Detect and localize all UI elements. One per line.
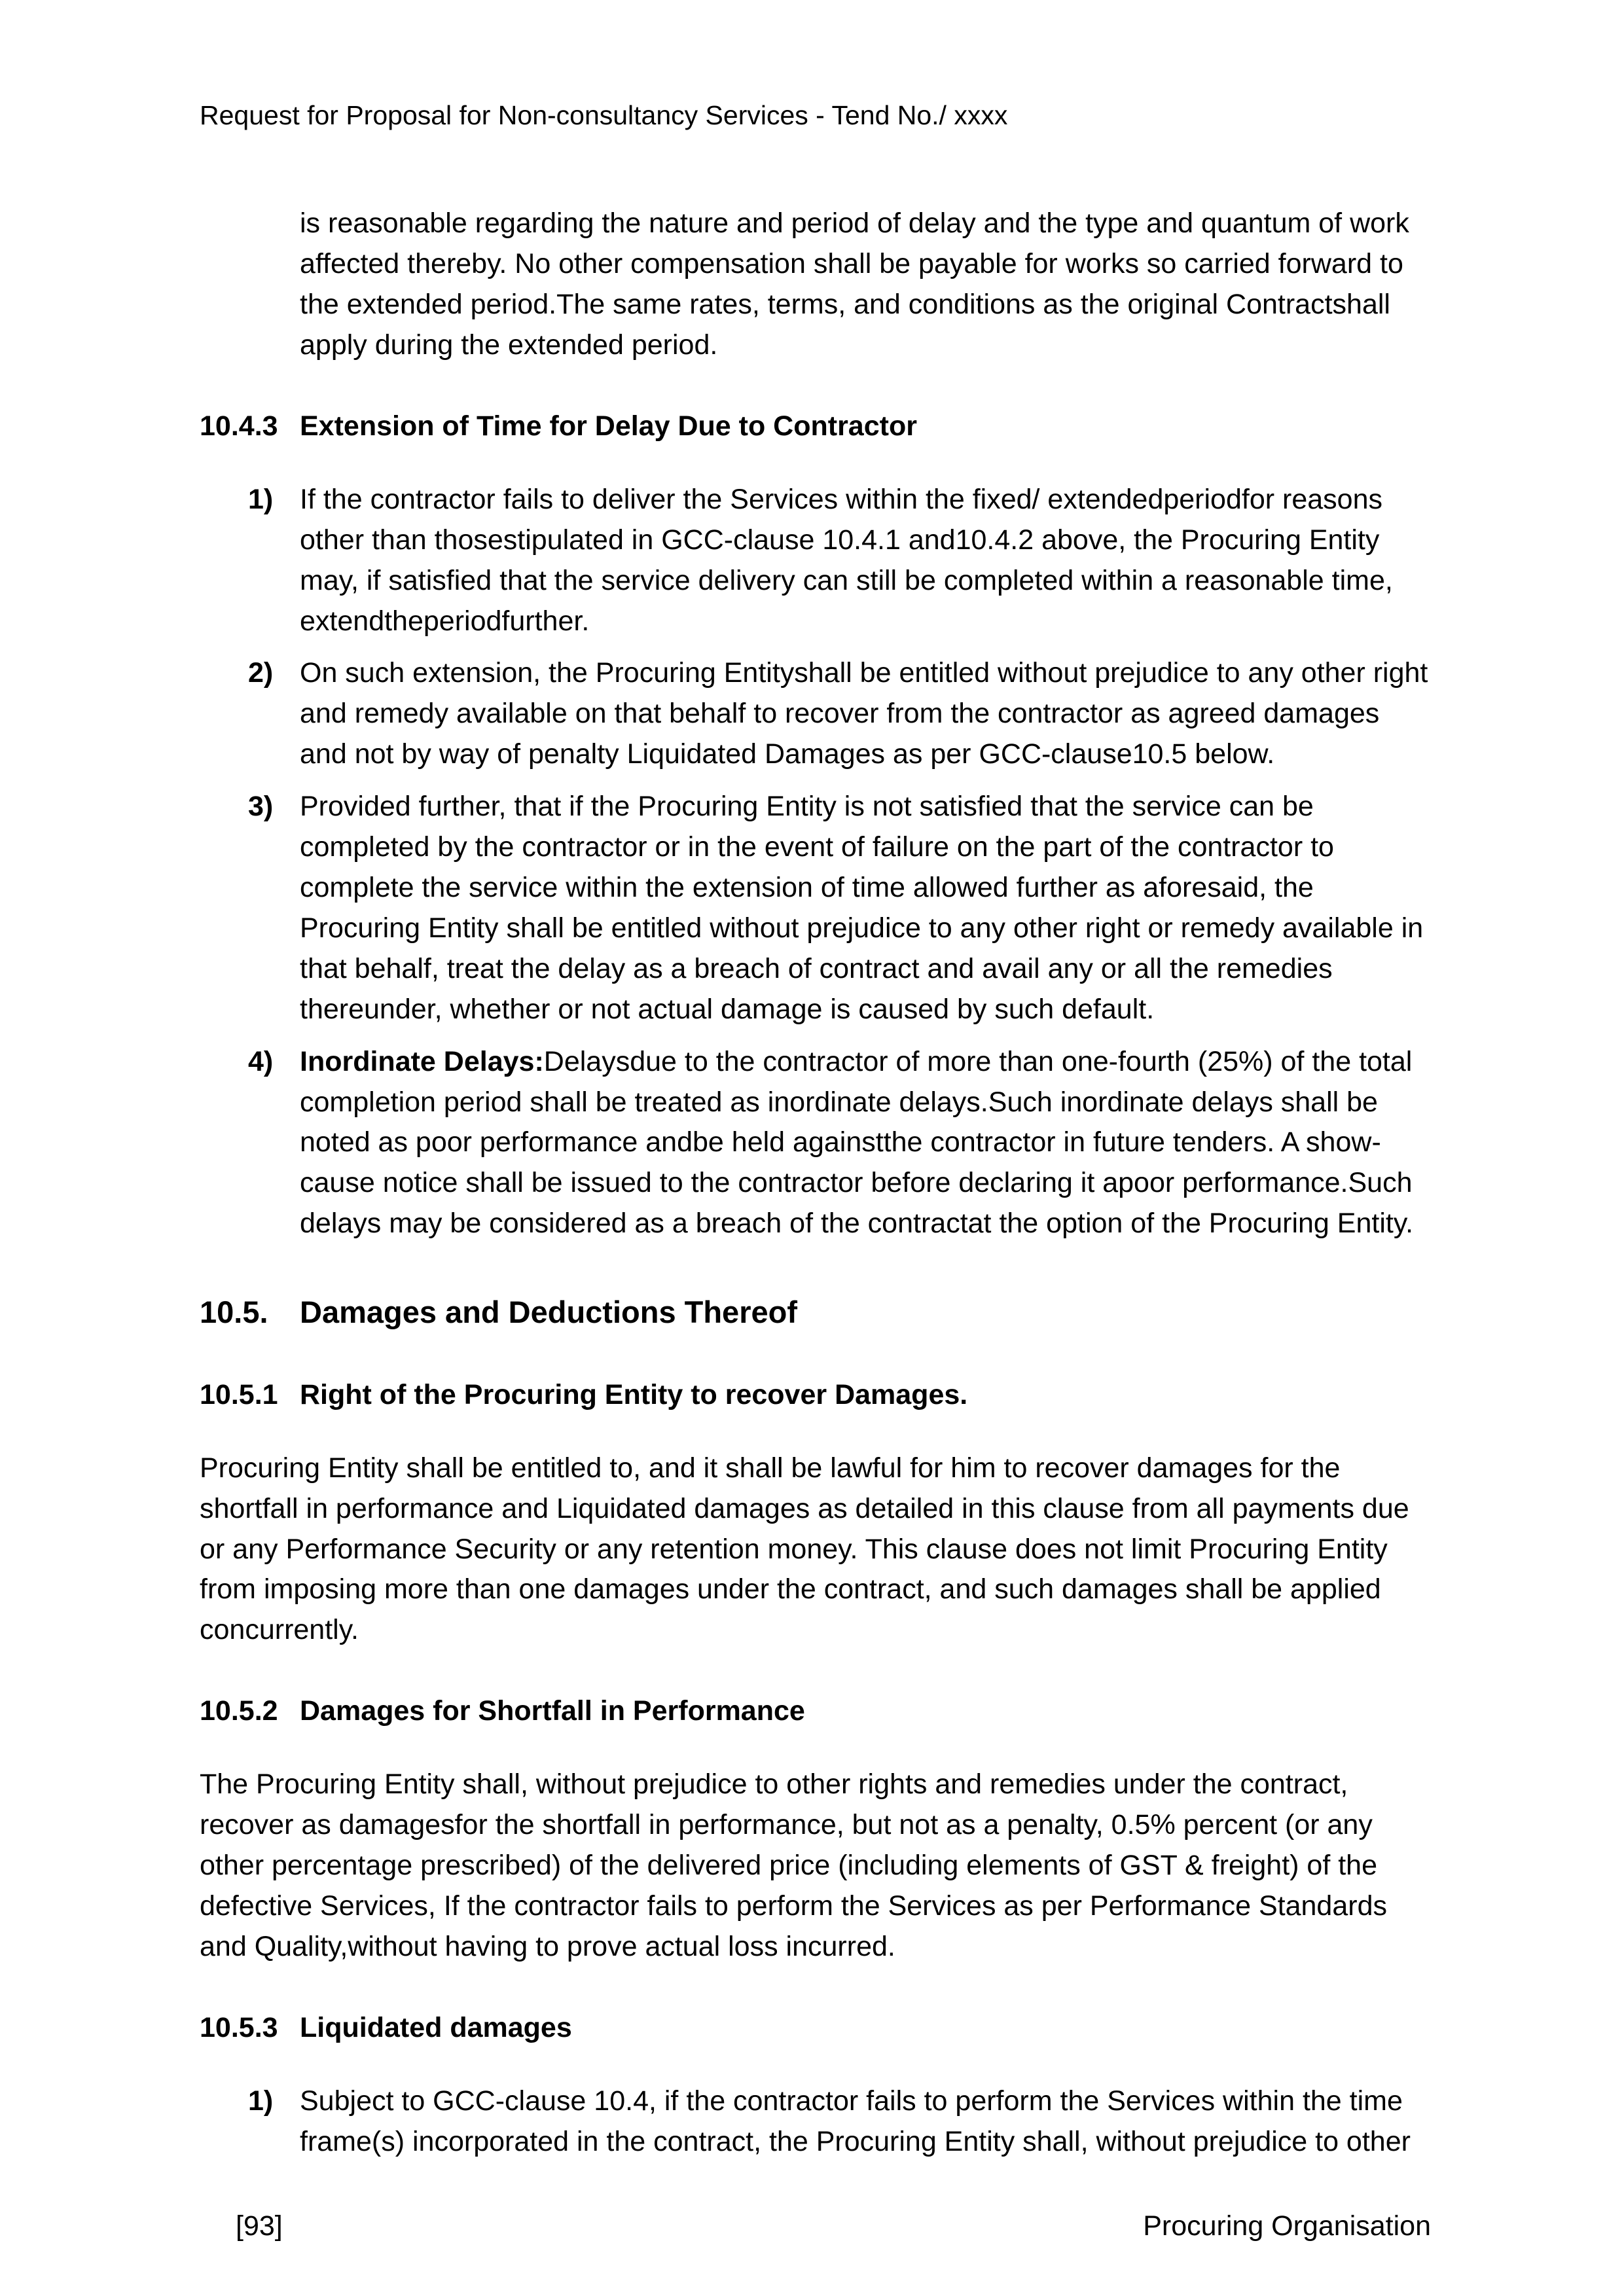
heading-number: 10.5. bbox=[200, 1295, 268, 1330]
list-item-text: Subject to GCC-clause 10.4, if the contractor fails to perform the Services within the time frame(s) incorporated in the contract, the Procuring Entity shall, without prejudice to other bbox=[300, 2085, 1411, 2157]
list-item-text: If the contractor fails to deliver the Services within the fixed/ extendedperiodfor reasons other than thosestipulated in GCC-clause 10.4.1 and10.4.2 above, the Procuring Entity may, if satisfied that the service delivery can still be completed within a reasonable time, extendtheperiodfurther. bbox=[300, 483, 1393, 637]
page-footer bbox=[200, 2210, 1431, 2242]
list-item-number: 2) bbox=[248, 657, 274, 689]
list-item bbox=[248, 653, 1431, 775]
list-item-number: 1) bbox=[248, 2085, 274, 2117]
header-title: Request for Proposal for Non-consultancy Services - Tend No./ xxxx bbox=[200, 100, 1008, 130]
inordinate-delays-label: Inordinate Delays: bbox=[300, 1045, 544, 1077]
numbered-list-10-5-3 bbox=[248, 2081, 1431, 2162]
list-item bbox=[248, 480, 1431, 642]
page-header bbox=[200, 98, 1431, 133]
list-item bbox=[248, 2081, 1431, 2162]
list-item-text: On such extension, the Procuring Entityshall be entitled without prejudice to any other right and remedy available on that behalf to recover from the contractor as agreed damages and not by way of penalty Liquidated Damages as per GCC-clause10.5 below. bbox=[300, 657, 1428, 770]
heading-10-5-2 bbox=[200, 1691, 1431, 1732]
list-item bbox=[248, 787, 1431, 1030]
heading-number: 10.5.2 bbox=[200, 1695, 278, 1727]
paragraph-10-5-2: The Procuring Entity shall, without prejudice to other rights and remedies under the contract, recover as damagesfor the shortfall in performance, but not as a penalty, 0.5% percent (or any other percentage prescribed) of the delivered price (including elements of GST & freight) of the defective Services, If the contractor fails to perform the Services as per Performance Standards and Quality,without having to prove actual loss incurred. bbox=[200, 1768, 1387, 1962]
heading-10-5-1 bbox=[200, 1375, 1431, 1416]
list-item-number: 1) bbox=[248, 483, 274, 515]
list-item bbox=[248, 1042, 1431, 1245]
footer-organisation: Procuring Organisation bbox=[1143, 2210, 1431, 2242]
heading-title: Damages for Shortfall in Performance bbox=[300, 1695, 805, 1727]
heading-title: Extension of Time for Delay Due to Contractor bbox=[300, 410, 917, 442]
numbered-list-10-4-3 bbox=[248, 480, 1431, 1244]
heading-title: Damages and Deductions Thereof bbox=[300, 1295, 797, 1330]
heading-title: Right of the Procuring Entity to recover Damages. bbox=[300, 1378, 968, 1410]
heading-10-5-3 bbox=[200, 2008, 1431, 2049]
list-item-text-rest: Delaysdue to the contractor of more than one-fourth (25%) of the total completion period shall be treated as inordinate delays.Such inordinate delays shall be noted as poor performance andbe held againstthe contractor in future tenders. A show-cause notice shall be issued to the contractor before declaring it apoor performance.Such delays may be considered as a breach of the contractat the option of the Procuring Entity. bbox=[300, 1045, 1414, 1240]
heading-10-5 bbox=[200, 1290, 1431, 1335]
paragraph-10-5-1: Procuring Entity shall be entitled to, and it shall be lawful for him to recover damages for the shortfall in performance and Liquidated damages as detailed in this clause from all payments due or any Performance Security or any retention money. This clause does not limit Procuring Entity from imposing more than one damages under the contract, and such damages shall be applied concurrently. bbox=[200, 1452, 1409, 1646]
heading-title: Liquidated damages bbox=[300, 2011, 572, 2043]
footer-page-number: [93] bbox=[236, 2210, 283, 2242]
list-item-number: 3) bbox=[248, 791, 274, 823]
heading-number: 10.4.3 bbox=[200, 410, 278, 442]
list-item-text bbox=[300, 1042, 1431, 1245]
list-item-number: 4) bbox=[248, 1045, 274, 1077]
continuation-paragraph: is reasonable regarding the nature and period of delay and the type and quantum of work affected thereby. No other compensation shall be payable for works so carried forward to the extended period.The same rates, terms, and conditions as the original Contractshall apply during the extended period. bbox=[300, 207, 1409, 361]
heading-number: 10.5.1 bbox=[200, 1378, 278, 1410]
heading-number: 10.5.3 bbox=[200, 2011, 278, 2043]
list-item-text: Provided further, that if the Procuring Entity is not satisfied that the service can be completed by the contractor or in the event of failure on the part of the contractor to complete the service within the extension of time allowed further as aforesaid, the Procuring Entity shall be entitled without prejudice to any other right or remedy available in that behalf, treat the delay as a breach of contract and avail any or all the remedies thereunder, whether or not actual damage is caused by such default. bbox=[300, 791, 1424, 1025]
heading-10-4-3 bbox=[200, 406, 1431, 447]
